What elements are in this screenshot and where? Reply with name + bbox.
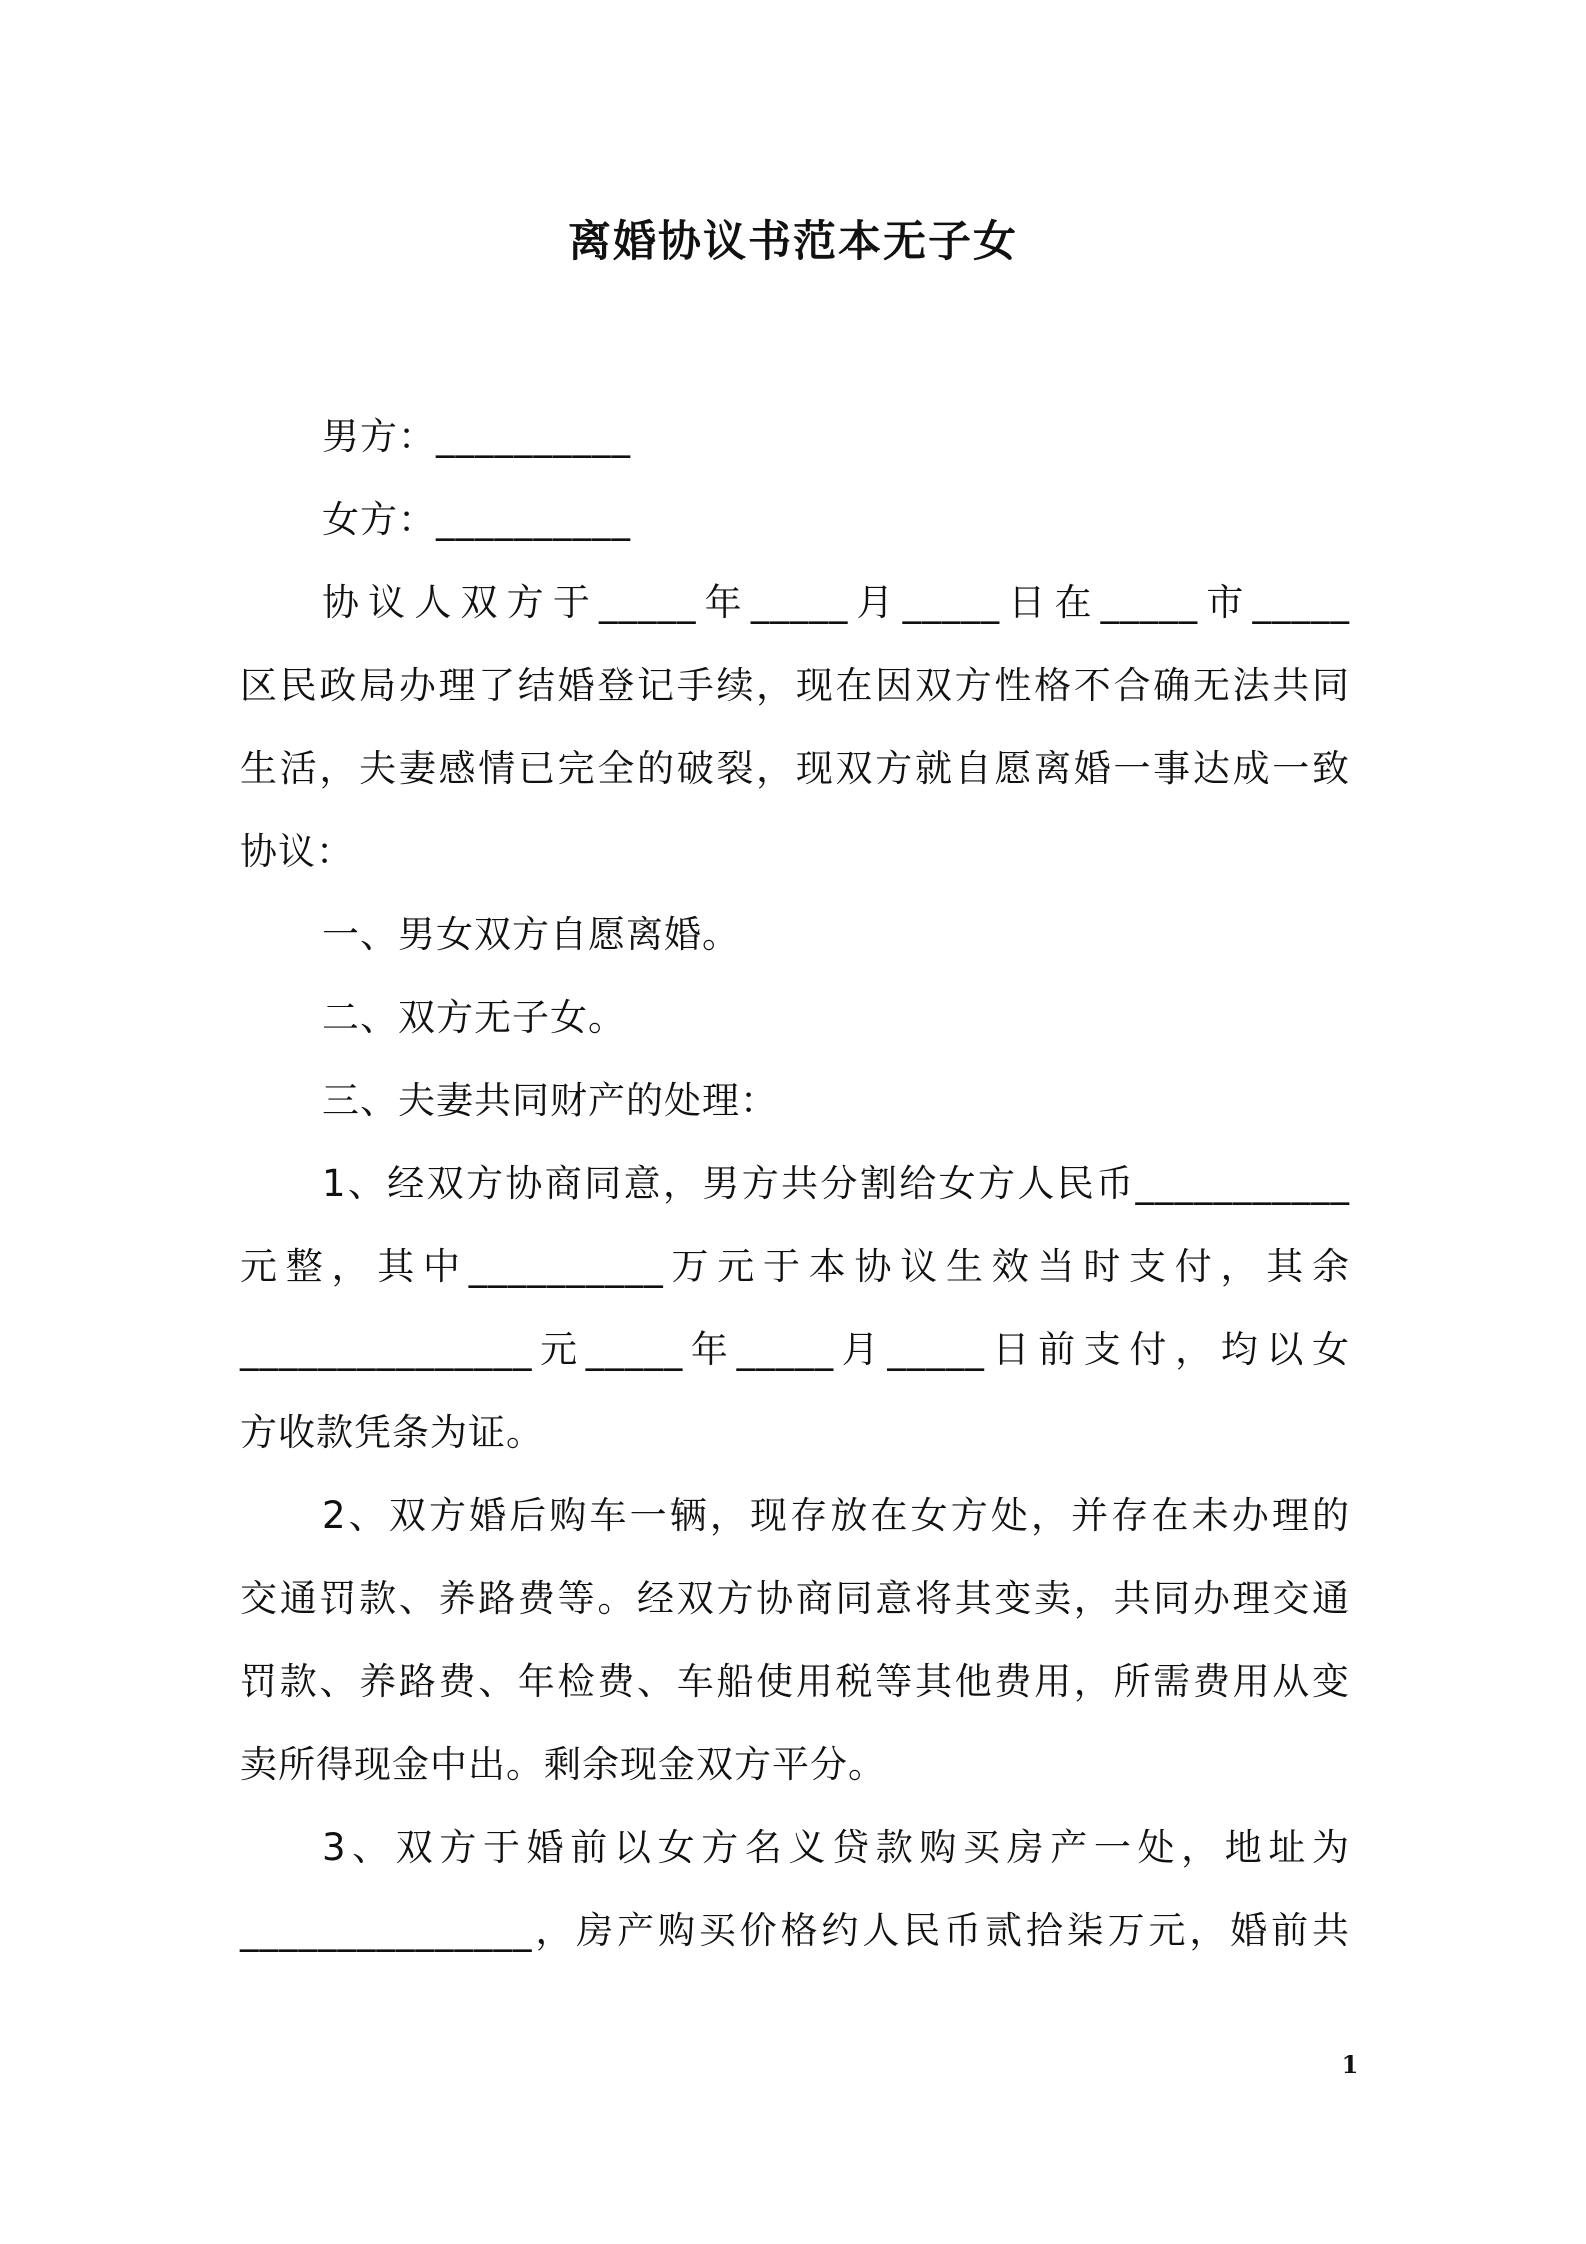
paragraph-line: 协议： [240,830,354,873]
husband-field-line: 男方：__________ [322,415,631,458]
document-title: 离婚协议书范本无子女 [568,217,1018,267]
wife-field-line: 女方：__________ [322,498,631,541]
clause-line: 一、男女双方自愿离婚。 [322,913,740,956]
page-number: 1 [1341,2050,1359,2079]
paragraph-line: 罚款、养路费、年检费、车船使用税等其他费用，所需费用从变 [240,1660,1350,1703]
paragraph-line: 3、双方于婚前以女方名义贷款购买房产一处，地址为 [322,1826,1350,1869]
paragraph-line: 方收款凭条为证。 [240,1411,544,1454]
paragraph-line: 交通罚款、养路费等。经双方协商同意将其变卖，共同办理交通 [240,1577,1350,1620]
clause-line: 三、夫妻共同财产的处理： [322,1079,778,1122]
paragraph-line: _______________，房产购买价格约人民币贰拾柒万元，婚前共 [240,1909,1350,1952]
clause-line: 二、双方无子女。 [322,996,626,1039]
paragraph-line: 卖所得现金中出。剩余现金双方平分。 [240,1743,886,1786]
paragraph-line: 2、双方婚后购车一辆，现存放在女方处，并存在未办理的 [322,1494,1350,1537]
paragraph-line: 协议人双方于_____年_____月_____日在_____市_____ [322,581,1350,624]
paragraph-line: 元整，其中__________万元于本协议生效当时支付，其余 [240,1245,1350,1288]
paragraph-line: 区民政局办理了结婚登记手续，现在因双方性格不合确无法共同 [240,664,1350,707]
paragraph-line: 1、经双方协商同意，男方共分割给女方人民币___________ [322,1162,1350,1205]
paragraph-line: 生活，夫妻感情已完全的破裂，现双方就自愿离婚一事达成一致 [240,747,1350,790]
paragraph-line: _______________元_____年_____月_____日前支付，均以女 [240,1328,1350,1371]
